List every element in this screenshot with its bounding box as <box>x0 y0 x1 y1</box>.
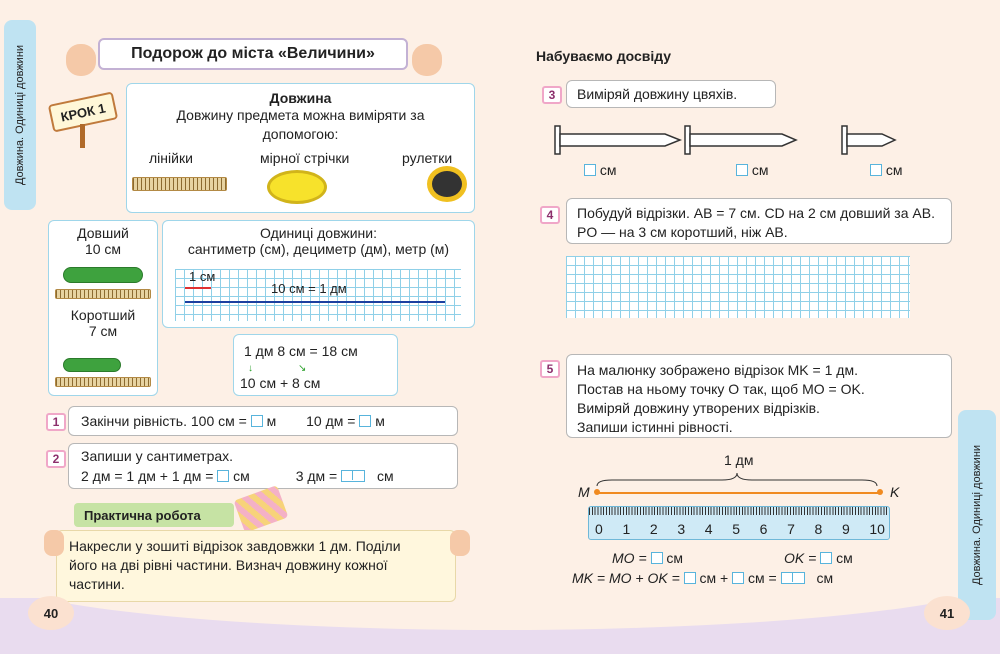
practical-box: Накресли у зошиті відрізок завдовжки 1 дм. Поділи його на дві рівні частини. Визнач довжину кожної частини. <box>56 530 456 602</box>
answer-box-double[interactable] <box>341 470 365 482</box>
conversion-box: 1 дм 8 см = 18 см 10 см + 8 см ↓ ↘ <box>233 334 398 396</box>
nail-1 <box>555 126 680 154</box>
one-dm-segment <box>185 301 445 303</box>
units-box: Одиниці довжини: сантиметр (см), дециметр (дм), метр (м) 1 см 10 см = 1 дм <box>162 220 475 328</box>
task-5-box: На малюнку зображено відрізок MK = 1 дм. Постав на ньому точку O так, щоб MO = OK. Виміряй довжину утворених відрізків. Запиши істинні рівності. <box>566 354 952 438</box>
task-3-box: Виміряй довжину цвяхів. <box>566 80 776 108</box>
answer-box[interactable] <box>820 552 832 564</box>
page-number-left: 40 <box>28 596 74 630</box>
compare-box: Довший 10 см Коротший 7 см <box>48 220 158 396</box>
drawing-grid[interactable] <box>566 256 910 318</box>
nail-2 <box>685 126 796 154</box>
sign-post <box>80 124 85 148</box>
hand-icon <box>66 44 96 76</box>
point-k: K <box>890 484 900 500</box>
task-number-3: 3 <box>542 86 562 104</box>
ruler-icon <box>55 289 151 299</box>
task-number-1: 1 <box>46 413 66 431</box>
side-tab-left: Довжина. Одиниці довжини <box>4 20 36 210</box>
length-box: Довжина Довжину предмета можна виміряти за допомогою: лінійки мірної стрічки рулетки <box>126 83 475 213</box>
page-number-right: 41 <box>924 596 970 630</box>
down-arrow-icon: ↓ <box>248 363 253 374</box>
cucumber-icon <box>63 267 143 283</box>
answer-box[interactable] <box>736 164 748 176</box>
task-number-5: 5 <box>540 360 560 378</box>
answer-box[interactable] <box>870 164 882 176</box>
answer-box[interactable] <box>584 164 596 176</box>
task-4-box: Побудуй відрізки. AB = 7 см. CD на 2 см довший за AB. PO — на 3 см коротший, ніж AB. <box>566 198 952 244</box>
segment-endpoint <box>594 489 600 495</box>
answer-box[interactable] <box>651 552 663 564</box>
hand-icon <box>450 530 470 556</box>
point-m: M <box>578 484 590 500</box>
one-cm-segment <box>185 287 211 289</box>
task-number-4: 4 <box>540 206 560 224</box>
units-grid: 1 см 10 см = 1 дм <box>175 269 461 321</box>
step-sign: КРОК 1 <box>48 91 118 132</box>
segment-label: 1 дм <box>724 452 754 468</box>
task-1-box: Закінчи рівність. 100 см = м 10 дм = м <box>68 406 458 436</box>
hand-icon <box>44 530 64 556</box>
answer-box[interactable] <box>359 415 371 427</box>
task-2-box: Запиши у сантиметрах. 2 дм = 1 дм + 1 дм = см 3 дм = см <box>68 443 458 489</box>
nails-illustration <box>550 122 930 158</box>
practical-label: Практична робота <box>74 503 234 527</box>
ruler: 0 1 2 3 4 5 6 7 8 9 10 <box>588 506 890 540</box>
answer-box[interactable] <box>217 470 229 482</box>
answer-box[interactable] <box>732 572 744 584</box>
segment-mk <box>596 492 880 494</box>
page-title: Подорож до міста «Величини» <box>98 38 408 70</box>
answer-box[interactable] <box>684 572 696 584</box>
task-number-2: 2 <box>46 450 66 468</box>
segment-endpoint <box>877 489 883 495</box>
brace <box>592 470 882 490</box>
cucumber-icon <box>63 358 121 372</box>
ruler-icon <box>132 177 227 191</box>
tape-measure-icon <box>267 170 327 204</box>
section-heading: Набуваємо досвіду <box>536 48 672 64</box>
answer-box[interactable] <box>251 415 263 427</box>
answer-box-double[interactable] <box>781 572 805 584</box>
ruler-icon <box>55 377 151 387</box>
down-arrow-icon: ↘ <box>298 363 307 374</box>
tape-roll-icon <box>427 166 467 202</box>
nail-3 <box>842 126 895 154</box>
side-tab-right: Довжина. Одиниці довжини <box>958 410 996 620</box>
hand-icon <box>412 44 442 76</box>
